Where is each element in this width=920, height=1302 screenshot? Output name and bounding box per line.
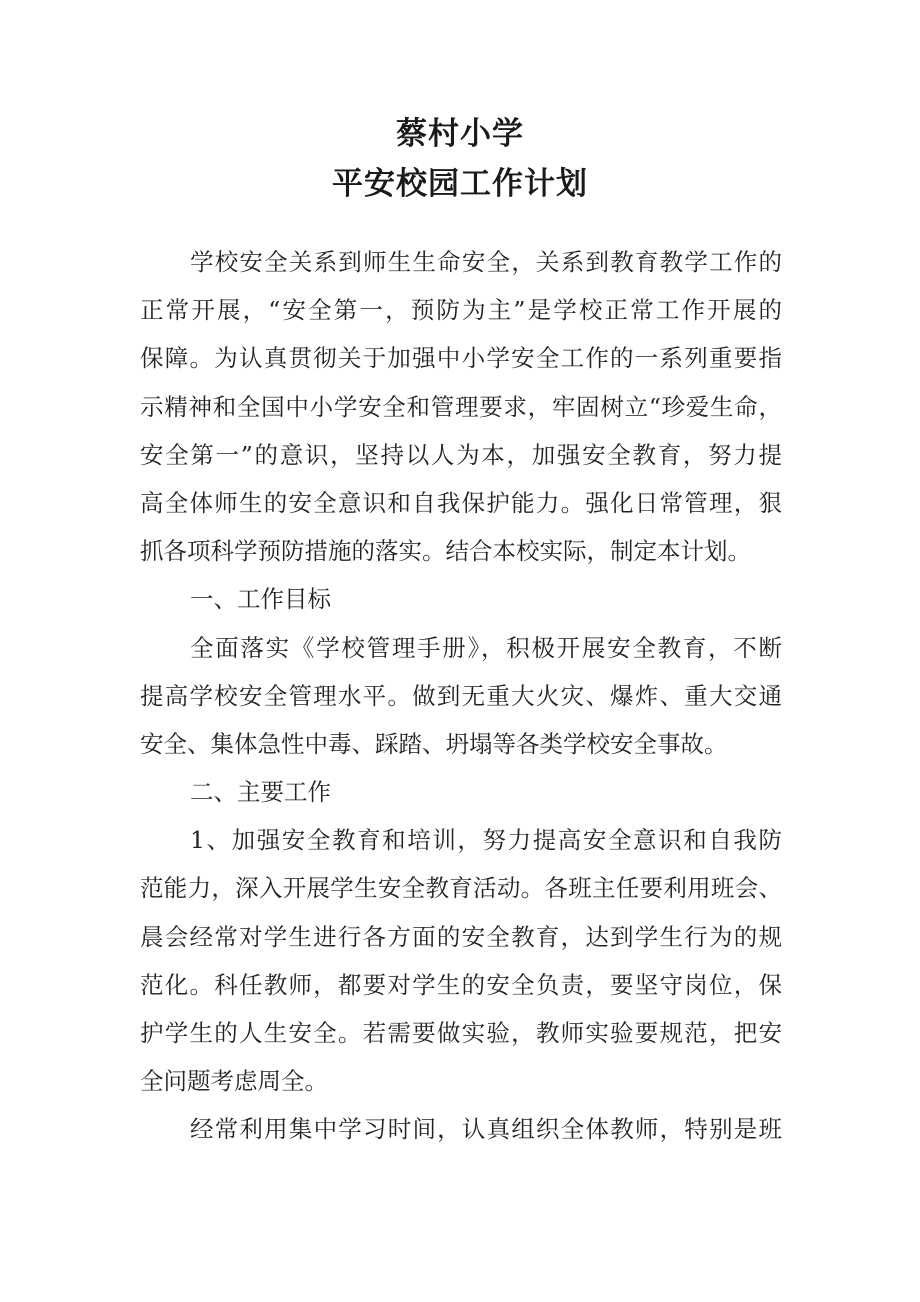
text-line: 抓各项科学预防措施的落实。结合本校实际，制定本计划。 (140, 537, 751, 566)
text-line: 学校安全关系到师生生命安全，关系到教育教学工作的 (190, 248, 782, 276)
plan-title: 平安校园工作计划 (332, 166, 588, 202)
section-heading-goals: 一、工作目标 (190, 585, 331, 614)
text-line: 晨会经常对学生进行各方面的安全教育，达到学生行为的规 (140, 922, 782, 951)
text-line: 1、加强安全教育和培训，努力提高安全意识和自我防 (190, 826, 782, 855)
text-line: 高全体师生的安全意识和自我保护能力。强化日常管理，狠 (140, 488, 782, 517)
text-line: 全面落实《学校管理手册》，积极开展安全教育，不断 (190, 633, 782, 662)
document-body (140, 238, 782, 1154)
text-line: 范能力，深入开展学生安全教育活动。各班主任要利用班会、 (140, 874, 782, 903)
section-heading-main-work: 二、主要工作 (190, 778, 331, 807)
text-line: 范化。科任教师，都要对学生的安全负责，要坚守岗位，保 (140, 970, 782, 999)
text-line: 安全、集体急性中毒、踩踏、坍塌等各类学校安全事故。 (140, 729, 728, 758)
text-line: 经常利用集中学习时间，认真组织全体教师，特别是班 (190, 1115, 782, 1144)
text-line: 护学生的人生安全。若需要做实验，教师实验要规范，把安 (140, 1019, 782, 1047)
text-line: 提高学校安全管理水平。做到无重大火灾、爆炸、重大交通 (140, 681, 782, 710)
text-line: 示精神和全国中小学安全和管理要求，牢固树立“珍爱生命， (140, 392, 782, 421)
text-line: 保障。为认真贯彻关于加强中小学安全工作的一系列重要指 (140, 344, 782, 373)
school-name-title: 蔡村小学 (396, 116, 524, 152)
text-line: 全问题考虑周全。 (140, 1067, 328, 1096)
text-line: 安全第一”的意识，坚持以人为本，加强安全教育，努力提 (140, 440, 782, 469)
text-line: 正常开展，“安全第一，预防为主”是学校正常工作开展的 (140, 296, 782, 325)
